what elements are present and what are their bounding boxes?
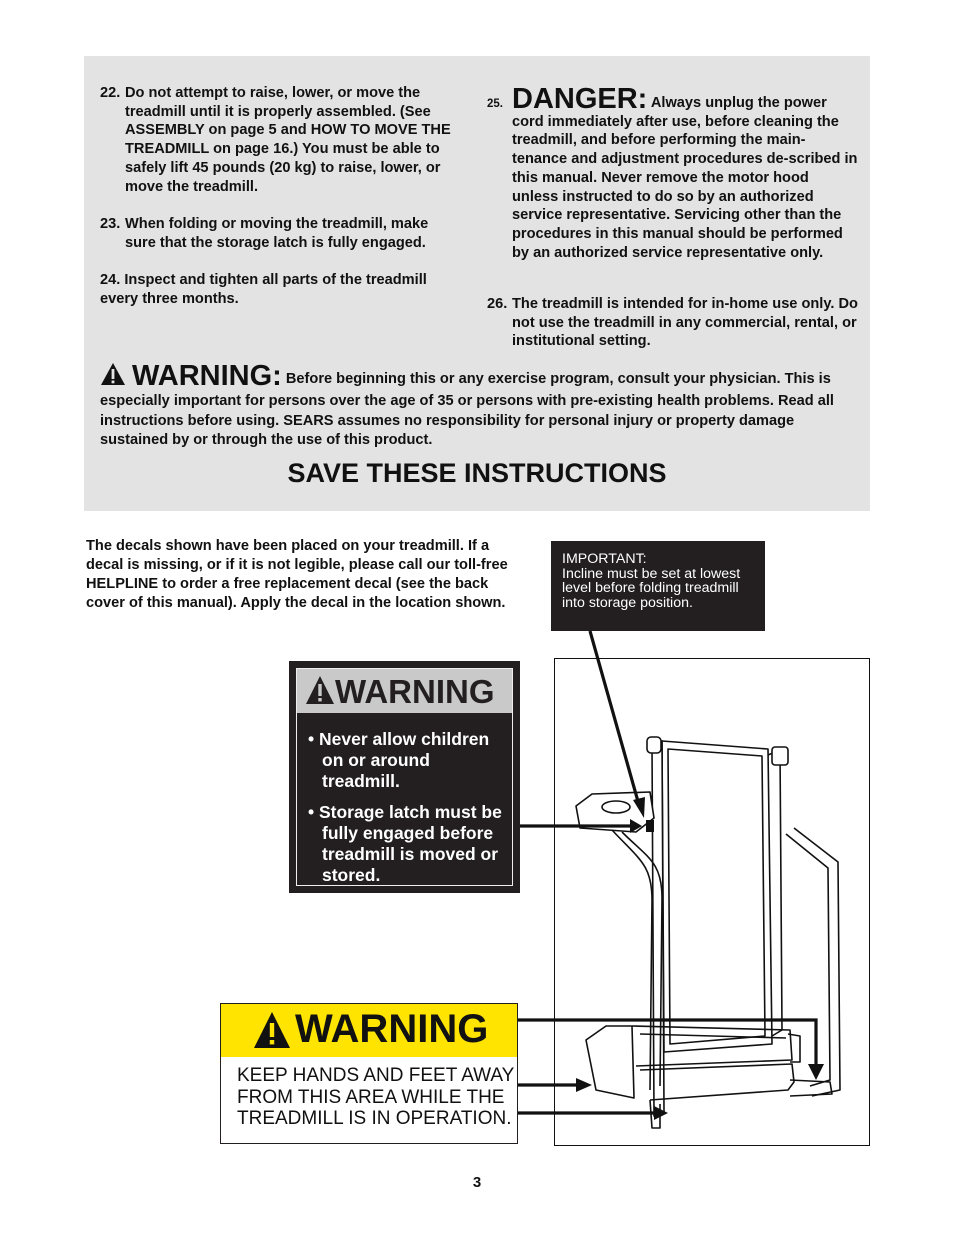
decal-title: WARNING <box>295 1007 489 1051</box>
item-text: Do not attempt to raise, lower, or move the treadmill until it is properly assembled. (See ASSEMBLY on page 5 and HOW TO MOVE THE TREADMILL on page 16.) You must be able to safely lift 45 pounds (20 kg) to raise, lower, or move the treadmill. <box>125 85 451 195</box>
decal-title: WARNING <box>335 673 495 710</box>
save-instructions-heading: SAVE THESE INSTRUCTIONS <box>287 458 667 488</box>
item-number: 23. <box>100 216 121 232</box>
item-number: 24. <box>100 272 121 288</box>
decal-line: KEEP HANDS AND FEET AWAY <box>237 1065 515 1086</box>
item-number: 26. <box>487 296 508 312</box>
important-line: into storage position. <box>562 594 693 611</box>
item-text: Always unplug the power cord immediately after use, before cleaning the treadmill, and before performing the main-tenance and adjustment procedures de-scribed in this manual. Never remove the motor hood unless instructed to do so by an authorized service representative. Servicing other than the procedures in this manual should be performed by an authorized service representative only. <box>512 95 858 261</box>
item-text: Inspect and tighten all parts of the treadmill every three months. <box>100 272 427 307</box>
warning-label: WARNING: <box>132 360 282 392</box>
decal-bullet: • Never allow children on or around treadmill. <box>308 729 490 791</box>
item-number: 22. <box>100 85 121 101</box>
important-title: IMPORTANT: <box>562 551 647 567</box>
decal-line: TREADMILL IS IN OPERATION. <box>237 1108 512 1129</box>
item-number: 25. <box>487 98 503 110</box>
important-line: level before folding treadmill <box>562 580 739 597</box>
decal-line: FROM THIS AREA WHILE THE <box>237 1086 505 1108</box>
item-text: The treadmill is intended for in-home use only. Do not use the treadmill in any commercial, rental, or institutional setting. <box>512 296 858 350</box>
item-text: When folding or moving the treadmill, make sure that the storage latch is fully engaged. <box>125 216 429 251</box>
page-number: 3 <box>472 1174 482 1191</box>
warning-text: Before beginning this or any exercise program, consult your physician. This is especially important for persons over the age of 35 or persons with pre-existing health problems. Read all instructions before using. SEARS assumes no responsibility for personal injury or property damage sustained by or through the use of this product. <box>100 371 834 448</box>
decal-intro-text: The decals shown have been placed on your treadmill. If a decal is missing, or if it is not legible, please call our toll-free HELPLINE to order a free replacement decal (see the back cover of this manual). Apply the decal in the location shown. <box>86 538 508 611</box>
danger-label: DANGER: <box>512 83 648 115</box>
important-line: Incline must be set at lowest <box>562 565 741 582</box>
decal-bullet: • Storage latch must be fully engaged before treadmill is moved or stored. <box>308 802 502 885</box>
